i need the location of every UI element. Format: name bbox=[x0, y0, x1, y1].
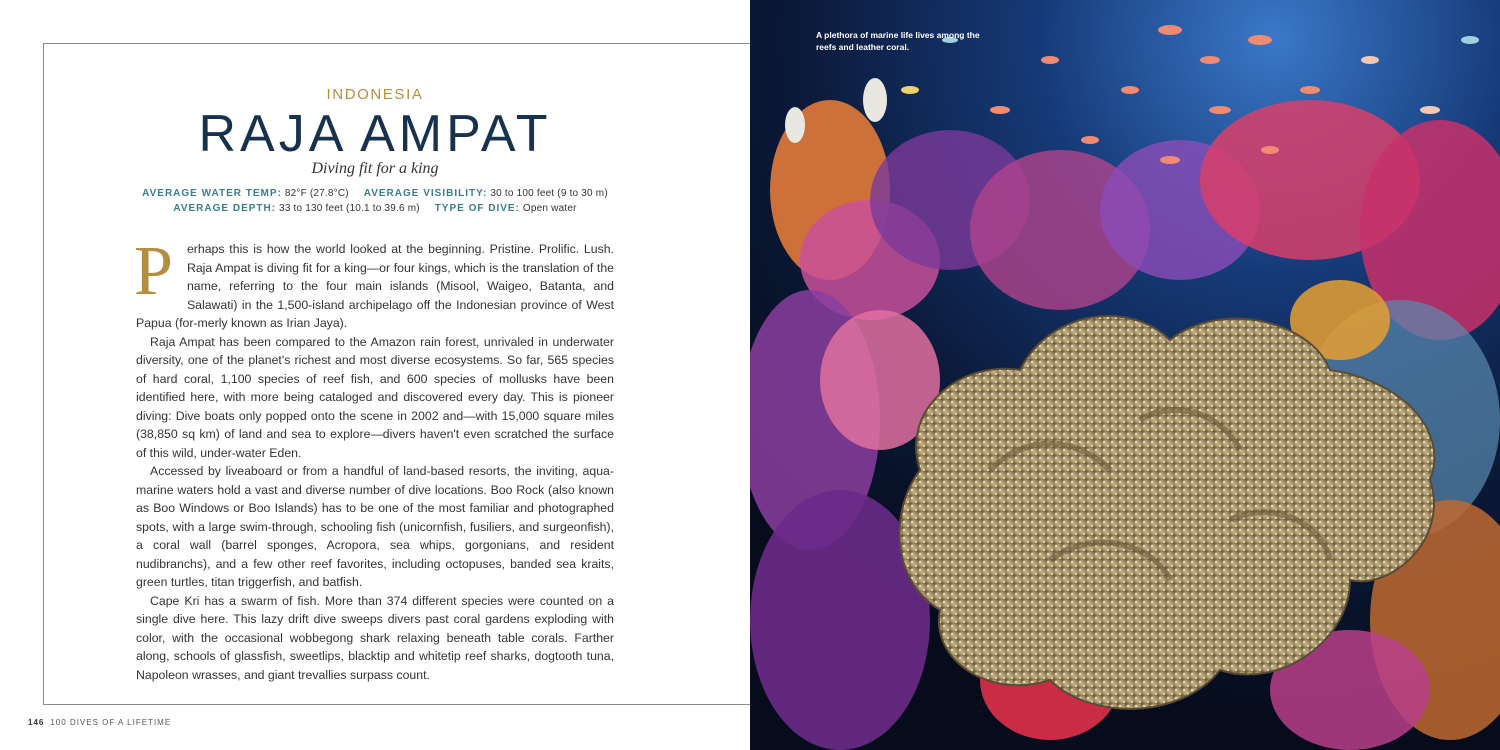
drop-cap: P bbox=[134, 233, 173, 310]
page-number: 146 bbox=[28, 718, 45, 727]
visibility-label: AVERAGE VISIBILITY: bbox=[363, 188, 488, 199]
paragraph: Accessed by liveaboard or from a handful of land-based resorts, the inviting, aqua-marine waters hold a vast and diverse number of dive locations. Boo Rock (also known as Boo Windows or Boo Islands) has to be one of the most familiar and photographed spots, with a large swim-through, schooling fish (unicornfish, fusiliers, and surgeonfish), a coral wall (barrel sponges, Acropora, sea whips, gorgonians, and resident nudibranchs), and a few other reef favorites, including octopuses, banded sea kraits, green turtles, titan triggerfish, and batfish. bbox=[136, 464, 614, 589]
paragraph: Cape Kri has a swarm of fish. More than 374 different species were counted on a single dive here. This lazy drift dive sweeps divers past coral gardens exploding with color, with the occasional wobbegong shark relaxing beneath table corals. Farther along, schools of glassfish, sweetlips, blacktip and whitetip reef sharks, dogtooth tuna, Napoleon wrasses, and giant trevallies surpass count. bbox=[136, 593, 614, 682]
page-subtitle: Diving fit for a king bbox=[311, 160, 439, 177]
facts-line-1 bbox=[0, 188, 750, 199]
depth-value: 33 to 130 feet (10.1 to 39.6 m) bbox=[276, 203, 420, 214]
folio bbox=[28, 718, 171, 727]
facts-line-2 bbox=[0, 203, 750, 214]
book-title: 100 DIVES OF A LIFETIME bbox=[50, 718, 172, 727]
dive-type-label: TYPE OF DIVE: bbox=[434, 203, 520, 214]
country-label: INDONESIA bbox=[326, 86, 424, 103]
water-temp-label: AVERAGE WATER TEMP: bbox=[142, 188, 282, 199]
page-title: RAJA AMPAT bbox=[198, 105, 552, 163]
depth-label: AVERAGE DEPTH: bbox=[173, 203, 277, 214]
paragraph: Raja Ampat has been compared to the Amazon rain forest, unrivaled in underwater diversity, one of the planet's richest and most diverse ecosystems. So far, 565 species of hard coral, 1,100 species of reef fish, and 600 species of mollusks have been identified here, with more being cataloged and discovered every day. This is pioneer diving: Dive boats only popped onto the scene in 2002 and—with 15,000 square miles (38,850 sq km) of land and sea to explore—divers haven't even scratched the surface of this wild, under-water Eden. bbox=[136, 334, 614, 460]
dive-type-value: Open water bbox=[519, 203, 577, 214]
article-body bbox=[134, 233, 614, 684]
paragraph: P erhaps this is how the world looked at the beginning. Pristine. Prolific. Lush. Raja Ampat is diving fit for a king—or four kings, which is the translation of the name, referring to the four main islands (Misool, Waigeo, Batanta, and Salawati) in the 1,500-island archipelago off the Indonesian province of West Papua (for-merly known as Irian Jaya). bbox=[134, 233, 614, 330]
visibility-value: 30 to 100 feet (9 to 30 m) bbox=[487, 188, 608, 199]
water-temp-value: 82°F (27.8°C) bbox=[281, 188, 349, 199]
photo-caption: A plethora of marine life lives among the reefs and leather coral. bbox=[816, 30, 980, 52]
reef-illustration bbox=[750, 0, 1500, 750]
coral-reef-photo bbox=[750, 0, 1500, 750]
